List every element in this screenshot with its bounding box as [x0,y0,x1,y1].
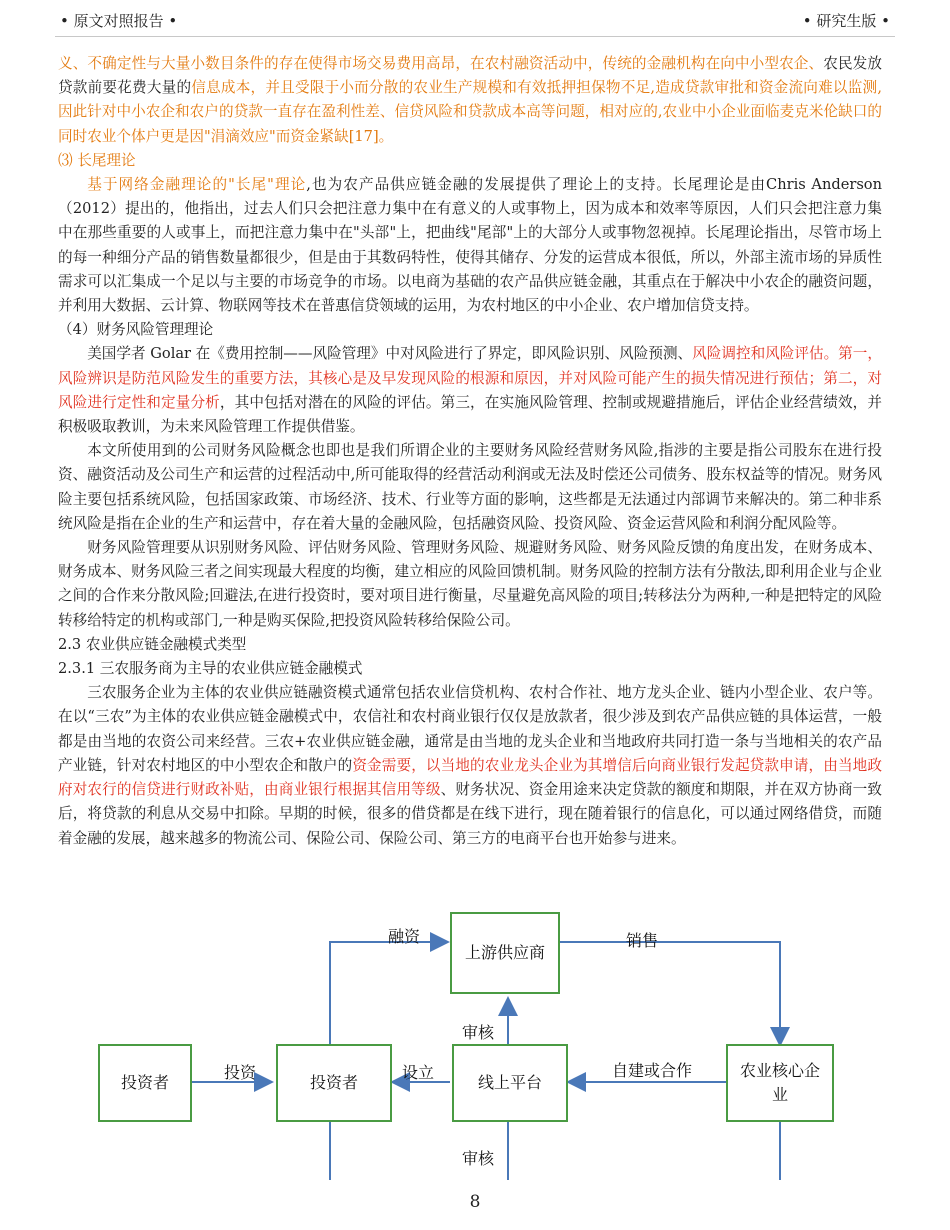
paragraph-4: 本文所使用到的公司财务风险概念也即也是我们所谓企业的主要财务风险经营财务风险,指涉的主要是指公司股东在进行投资、融资活动及公司生产和运营的过程活动中,所可能取得的经营活动利润或无法及时偿还公司债务、股东权益等的情况。财务风险主要包括系统风险，包括国家政策、市场经济、技术、行业等方面的影响，这些都是无法通过内部调节来解决的。第二种非系统风险是指在企业的生产和运营中，存在着大量的金融风险，包括融资风险、投资风险、资金运营风险和利润分配风险等。 [58,442,882,532]
label-financing: 融资 [388,927,421,946]
heading-2-3: 2.3 农业供应链金融模式类型 [58,635,247,653]
paragraph-6 [58,681,882,850]
plain-text: 、财务状况、资金用途来决定贷款的额度和期限，并在双方协商一致后，将贷款的利息从交易中扣除。早期的时候，很多的借贷都是在线下进行，现在随着银行的信息化，可以通过网络借贷，而随着金融的发展，越来越多的物流公司、保险公司、保险公司、第三方的电商平台也开始参与进来。 [58,781,882,847]
header-left-title: • 原文对照报告 • [60,12,178,30]
highlight-orange: 信息成本，并且受限于小而分散的农业生产规模和有效抵押担保物不足,造成贷款审批和资金流向难以监测,因此针对中小农企和农户的贷款一直存在盈利性差、信贷风险和贷款成本高等问题，相对应的,农业中小企业面临麦克米伦缺口的同时农业个体户更是因"涓滴效应"而资金紧缺[17]。 [58,79,882,145]
paragraph-1 [58,52,882,149]
label-sales: 销售 [626,931,659,950]
paragraph-5: 财务风险管理要从识别财务风险、评估财务风险、管理财务风险、规避财务风险、财务风险反馈的角度出发，在财务成本、财务成本、财务风险三者之间实现最大程度的均衡，建立相应的风险回馈机制。财务风险的控制方法有分散法,即利用企业与企业之间的合作来分散风险;回避法,在进行投资时，要对项目进行衡量，尽量避免高风险的项目;转移法分为两种,一种是把特定的风险转移给特定的机构或部门,一种是购买保险,把投资风险转移给保险公司。 [58,539,882,629]
label-invest: 投资 [224,1063,257,1082]
label-review-top: 审核 [462,1023,495,1042]
label-self-or-coop: 自建或合作 [612,1061,693,1080]
box-investor-mid: 投资者 [276,1044,392,1122]
arrow-financing [330,942,446,1047]
highlight-red: 风险调控和风险评估。第一，风险辨识是防范风险发生的重要方法，其核心是及早发现风险的根源和原因，并对风险可能产生的损失情况进行预估；第二，对风险进行定性和定量分析 [58,345,882,411]
report-header [0,0,950,38]
box-upstream-supplier: 上游供应商 [450,912,560,994]
box-online-platform: 线上平台 [452,1044,568,1122]
highlight-red: 资金需要，以当地的农业龙头企业为其增信后向商业银行发起贷款申请，由当地政府对农行的信贷进行财政补贴，由商业银行根据其信用等级 [58,756,882,799]
box-agri-core-enterprise: 农业核心企业 [726,1044,834,1122]
header-right-title: • 研究生版 • [802,12,890,30]
paragraph-3 [58,342,882,439]
supply-chain-diagram [90,920,850,1180]
plain-text: 美国学者 Golar 在《费用控制——风险管理》中对风险进行了界定，即风险识别、风险预测、 [87,345,693,363]
heading-financial-risk: （4）财务风险管理理论 [58,321,214,339]
heading-2-3-1: 2.3.1 三农服务商为主导的农业供应链金融模式 [58,660,363,678]
arrow-sales [560,942,780,1043]
header-divider [55,36,895,37]
plain-text: 农民发放贷款前要花费大量的 [58,55,882,97]
paragraph-2 [58,173,882,318]
plain-text: ,也为农产品供应链金融的发展提供了理论上的支持。长尾理论是由Chris Anderson（2012）提出的，他指出，过去人们只会把注意力集中在有意义的人或事物上，因为成本和效率等原因，人们只会把注意力集中在那些重要的人或事上，而把注意力集中在"头部"上，把曲线"尾部"上的大部分人或事物忽视掉。长尾理论指出，尽管市场上的每一种细分产品的销售数量都很少，但是由于其数码特性，使得其储存、分发的运营成本很低，所以，外部主流市场的异质性需求可以汇集成一个足以与主要的市场竞争的市场。以电商为基础的农产品供应链金融，其重点在于解决中小农企的融资问题，并利用大数据、云计算、物联网等技术在普惠信贷领域的运用，为农村地区的中小企业、农户增加信贷支持。 [58,176,882,315]
heading-long-tail: ⑶ 长尾理论 [58,151,136,169]
document-body [58,52,882,851]
label-review-bottom: 审核 [462,1149,495,1168]
box-investor-left: 投资者 [98,1044,192,1122]
plain-text: ，其中包括对潜在的风险的评估。第三，在实施风险管理、控制或规避措施后，评估企业经营绩效，并积极吸取教训，为未来风险管理工作提供借鉴。 [58,393,882,436]
plain-text: 三农服务企业为主体的农业供应链融资模式通常包括农业信贷机构、农村合作社、地方龙头企业、链内小型企业、农户等。在以“三农”为主体的农业供应链金融模式中，农信社和农村商业银行仅仅是放款者，很少涉及到农产品供应链的具体运营，一般都是由当地的农资公司来经营。三农+农业供应链金融，通常是由当地的龙头企业和当地政府共同打造一条与当地相关的农产品产业链，针对农村地区的中小型农企和散户的 [58,684,882,774]
label-establish: 设立 [402,1063,435,1082]
highlight-orange: 义、不确定性与大量小数目条件的存在使得市场交易费用高昂，在农村融资活动中，传统的金融机构在向中小型农企、 [58,55,824,72]
highlight-orange: 基于网络金融理论的"长尾"理论 [87,176,307,194]
page-number: 8 [469,1192,481,1212]
